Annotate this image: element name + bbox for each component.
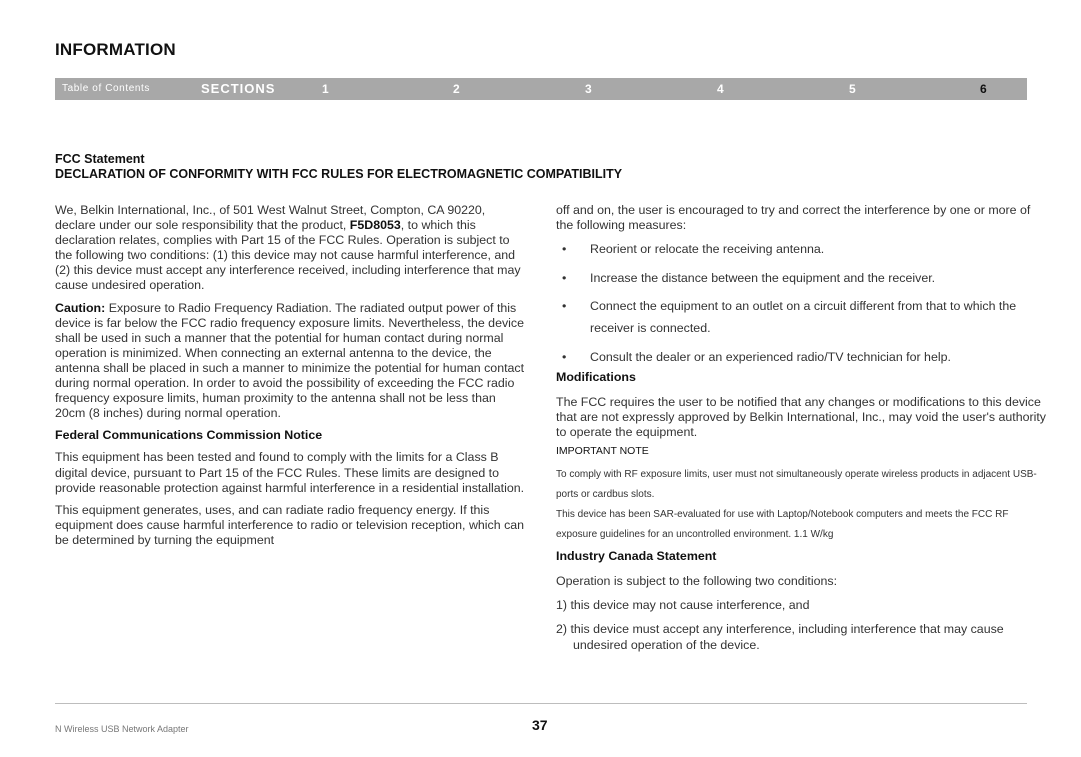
list-item-text: Increase the distance between the equipment and the receiver. — [590, 270, 936, 285]
footer-product-name: N Wireless USB Network Adapter — [55, 724, 189, 734]
list-item — [556, 295, 1046, 339]
ic-condition-2: 2) this device must accept any interference, including interference that may cause undesired operation of the device. — [556, 622, 1004, 652]
caution-paragraph — [55, 301, 525, 422]
page-title: INFORMATION — [55, 40, 176, 59]
right-column — [556, 203, 1046, 662]
important-note-1: To comply with RF exposure limits, user must not simultaneously operate wireless products in adjacent USB-ports or cardbus slots. — [556, 469, 1037, 501]
product-code: F5D8053 — [349, 218, 401, 233]
important-note-title: IMPORTANT NOTE — [556, 445, 649, 458]
modifications-title: Modifications — [556, 369, 636, 384]
industry-canada-conditions — [556, 574, 1046, 652]
list-item-text: Connect the equipment to an outlet on a circuit different from that to which the receiver is connected. — [590, 299, 1017, 336]
fcc-statement-title: FCC Statement — [55, 152, 145, 166]
declaration-title: DECLARATION OF CONFORMITY WITH FCC RULES FOR ELECTROMAGNETIC COMPATIBILITY — [55, 167, 623, 181]
list-item-text: Consult the dealer or an experienced radio/TV technician for help. — [590, 349, 951, 364]
fcc-notice-paragraph-2: This equipment generates, uses, and can radiate radio frequency energy. If this equipment does cause harmful interference to radio or television reception, which can be determined by turning the equipment — [55, 502, 525, 547]
caution-text: Exposure to Radio Frequency Radiation. The radiated output power of this device is far below the FCC radio frequency exposure limits. Nevertheless, the device shall be used in such a manner that the potential for human contact during normal operation is minimized. When connecting an external antenna to the device, the antenna shall be placed in such a manner to minimize the potential for human contact during normal operation. In order to avoid the possibility of exceeding the FCC radio frequency exposure limits, human proximity to the antenna shall not be less than 20cm (8 inches) during normal operation. — [55, 300, 525, 421]
nav-table-of-contents-link[interactable]: Table of Contents — [62, 83, 151, 94]
nav-sections-label: SECTIONS — [201, 81, 276, 96]
page-number: 37 — [532, 717, 548, 733]
fcc-heading — [55, 152, 622, 182]
ic-intro: Operation is subject to the following two conditions: — [556, 574, 838, 589]
nav-section-5-link[interactable]: 5 — [849, 82, 856, 96]
declaration-text-a: We, Belkin International, Inc., of 501 West Walnut Street, Compton, CA 90220, declare under our sole responsibility that the product, — [55, 203, 486, 233]
industry-canada-title: Industry Canada Statement — [556, 549, 717, 564]
list-item-text: Reorient or relocate the receiving antenna. — [590, 242, 825, 257]
nav-section-6-current[interactable]: 6 — [980, 82, 987, 96]
nav-section-4-link[interactable]: 4 — [717, 82, 724, 96]
bullet-icon: • — [562, 349, 567, 364]
modifications-paragraph: The FCC requires the user to be notified that any changes or modifications to this device that are not expressly approved by Belkin International, Inc., may void the user's authority to operate the equipment. — [556, 394, 1046, 439]
ic-condition-1: 1) this device may not cause interference, and — [556, 598, 810, 613]
nav-section-3-link[interactable]: 3 — [585, 82, 592, 96]
left-column — [55, 203, 525, 555]
continued-paragraph: off and on, the user is encouraged to try and correct the interference by one or more of the following measures: — [556, 203, 1031, 233]
fcc-notice-title: Federal Communications Commission Notice — [55, 428, 323, 443]
list-item — [556, 238, 1046, 260]
list-item — [556, 346, 1046, 368]
important-note-2: This device has been SAR-evaluated for use with Laptop/Notebook computers and meets the FCC RF exposure guidelines for an uncontrolled environment. 1.1 W/kg — [556, 509, 1009, 541]
section-nav-bar — [55, 78, 1027, 100]
nav-section-2-link[interactable]: 2 — [453, 82, 460, 96]
footer-divider — [55, 703, 1027, 704]
bullet-icon: • — [562, 270, 567, 285]
fcc-notice-paragraph-1: This equipment has been tested and found to comply with the limits for a Class B digital device, pursuant to Part 15 of the FCC Rules. These limits are designed to provide reasonable protection against harmful interference in a residential installation. — [55, 450, 525, 495]
bullet-icon: • — [562, 242, 567, 257]
list-item — [556, 267, 1046, 289]
declaration-text-b: , to which this declaration relates, complies with Part 15 of the FCC Rules. Operation is subject to the following two conditions: (1) this device may not cause harmful interference, and (2) this device must accept any interference received, including interference that may cause undesired operation. — [55, 218, 521, 293]
measures-list — [556, 238, 1046, 368]
nav-section-1-link[interactable]: 1 — [322, 82, 329, 96]
bullet-icon: • — [562, 299, 567, 314]
caution-label: Caution: — [55, 300, 106, 315]
declaration-paragraph — [55, 203, 525, 294]
